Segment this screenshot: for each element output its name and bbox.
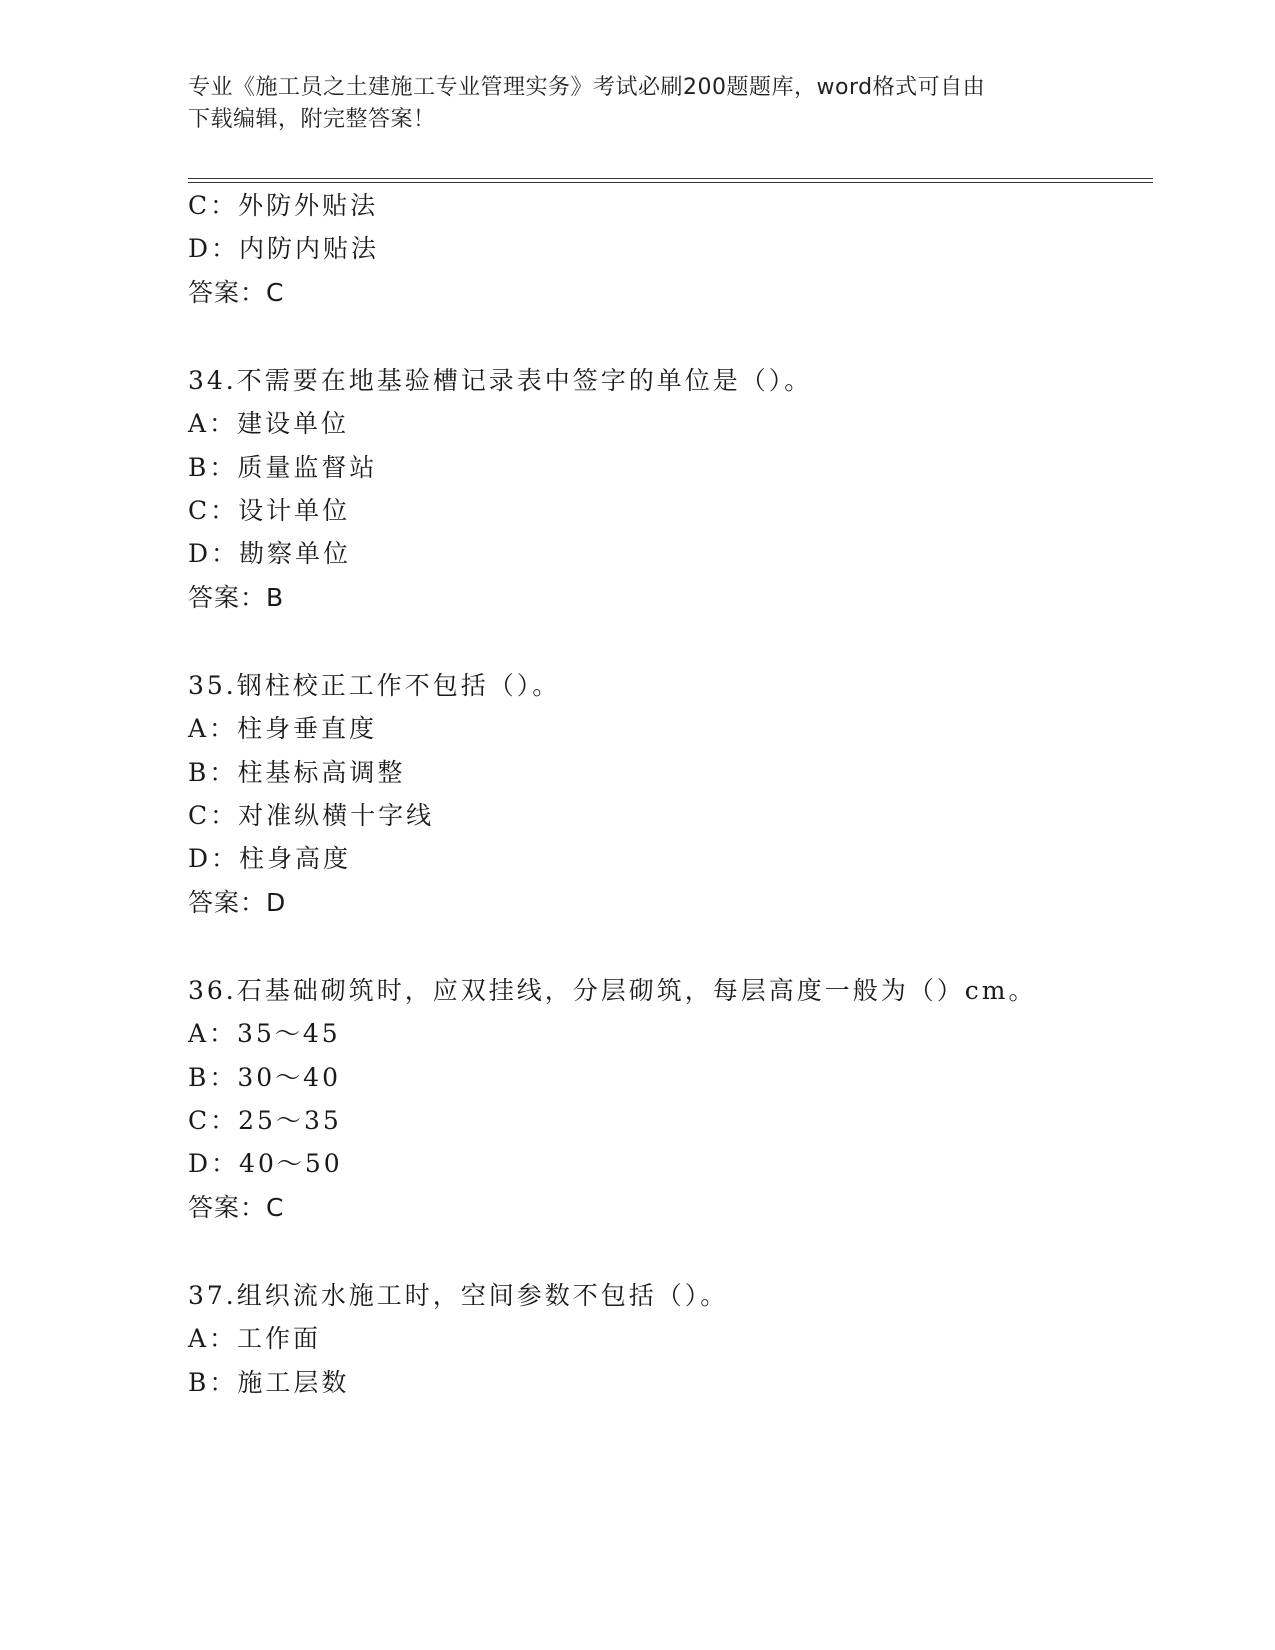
document-header xyxy=(188,72,1088,136)
prev-option-d: D：内防内贴法 xyxy=(188,234,380,263)
header-divider-bottom xyxy=(188,182,1153,183)
q34-option-a: A：建设单位 xyxy=(188,409,350,438)
q34-option-c: C：设计单位 xyxy=(188,496,351,525)
q34-option-d: D：勘察单位 xyxy=(188,539,352,568)
q36-option-a: A：35～45 xyxy=(188,1019,341,1048)
prev-answer: 答案：C xyxy=(188,278,285,307)
q35-option-d: D：柱身高度 xyxy=(188,844,352,873)
q37-option-a: A：工作面 xyxy=(188,1324,322,1353)
q36-option-b: B：30～40 xyxy=(188,1063,341,1092)
q35-option-c: C：对准纵横十字线 xyxy=(188,801,435,830)
header-divider-top xyxy=(188,178,1153,179)
q35-answer: 答案：D xyxy=(188,888,287,917)
q37-option-b: B：施工层数 xyxy=(188,1368,350,1397)
q34-stem: 34.不需要在地基验槽记录表中签字的单位是（）。 xyxy=(188,366,813,395)
q35-stem: 35.钢柱校正工作不包括（）。 xyxy=(188,671,561,700)
q36-stem: 36.石基础砌筑时，应双挂线，分层砌筑，每层高度一般为（）cm。 xyxy=(188,976,1037,1005)
q35-option-b: B：柱基标高调整 xyxy=(188,758,406,787)
q34-answer: 答案：B xyxy=(188,583,285,612)
q36-answer: 答案：C xyxy=(188,1193,285,1222)
q34-option-b: B：质量监督站 xyxy=(188,453,378,482)
q37-stem: 37.组织流水施工时，空间参数不包括（）。 xyxy=(188,1281,729,1310)
q36-option-d: D：40～50 xyxy=(188,1149,343,1178)
q35-option-a: A：柱身垂直度 xyxy=(188,714,378,743)
header-line-2: 下载编辑，附完整答案！ xyxy=(188,107,436,132)
prev-option-c: C：外防外贴法 xyxy=(188,191,379,220)
header-line-1: 专业《施工员之土建施工专业管理实务》考试必刷200题题库，word格式可自由 xyxy=(188,75,986,100)
q36-option-c: C：25～35 xyxy=(188,1106,342,1135)
